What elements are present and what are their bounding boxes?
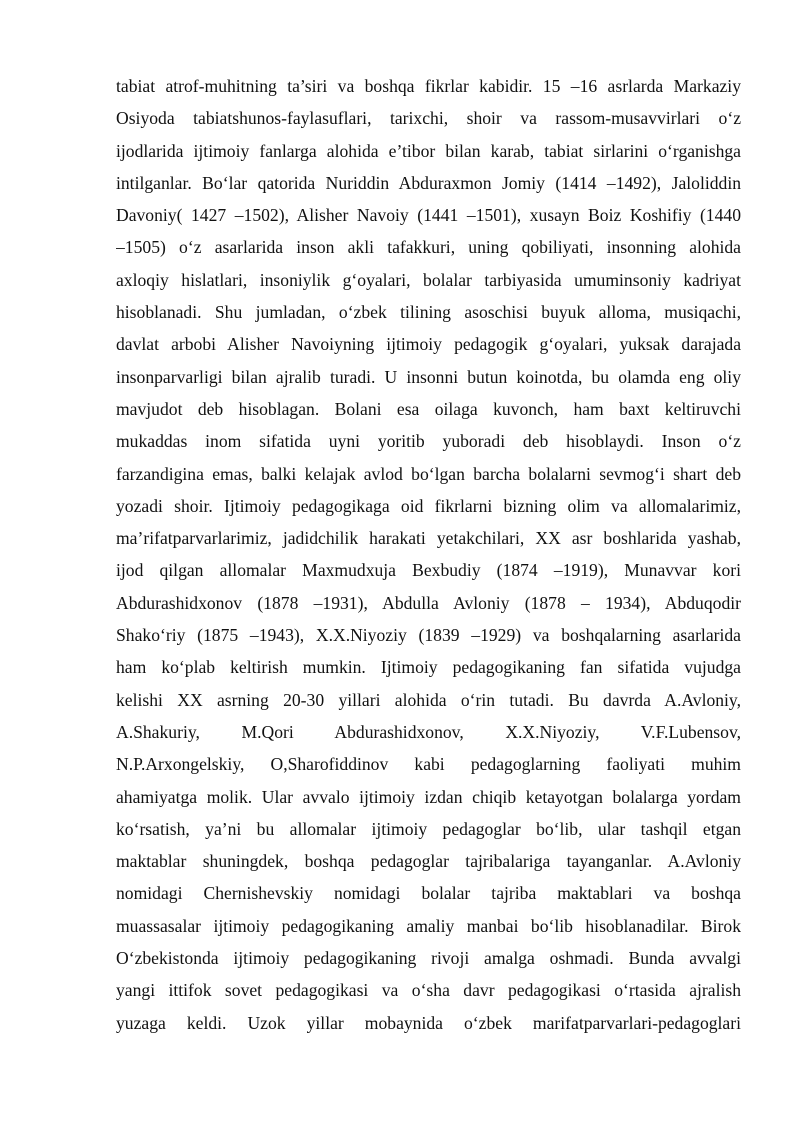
body-text bbox=[116, 70, 741, 1039]
text-line: N.P.Arxongelskiy, O,Sharofiddinov kabi pedagoglarning faoliyati muhim bbox=[116, 754, 741, 775]
text-line: ko‘rsatish, ya’ni bu allomalar ijtimoiy pedagoglar bo‘lib, ular tashqil etgan bbox=[116, 818, 741, 839]
text-line: axloqiy hislatlari, insoniylik g‘oyalari, bolalar tarbiyasida umuminsoniy kadriyat bbox=[116, 269, 741, 290]
text-line: tabiat atrof-muhitning ta’siri va boshqa fikrlar kabidir. 15 –16 asrlarda Markaziy bbox=[116, 76, 741, 96]
text-line: nomidagi Chernishevskiy nomidagi bolalar tajriba maktablari va boshqa bbox=[116, 883, 741, 904]
text-line: muassasalar ijtimoiy pedagogikaning amaliy manbai bo‘lib hisoblanadilar. Birok bbox=[116, 915, 741, 936]
text-line: ijod qilgan allomalar Maxmudxuja Bexbudiy (1874 –1919), Munavvar kori bbox=[116, 560, 741, 581]
text-line: Shako‘riy (1875 –1943), X.X.Niyoziy (1839 –1929) va boshqalarning asarlarida bbox=[116, 625, 741, 646]
text-line: ijodlarida ijtimoiy fanlarga alohida e’tibor bilan karab, tabiat sirlarini o‘rganishga bbox=[116, 140, 741, 161]
text-line: Davoniy( 1427 –1502), Alisher Navoiy (1441 –1501), xusayn Boiz Koshifiy (1440 bbox=[116, 205, 741, 226]
text-line: intilganlar. Bo‘lar qatorida Nuriddin Abduraxmon Jomiy (1414 –1492), Jaloliddin bbox=[116, 172, 741, 193]
text-line: ma’rifatparvarlarimiz, jadidchilik harakati yetakchilari, XX asr boshlarida yashab, bbox=[116, 528, 741, 549]
text-line: Abdurashidxonov (1878 –1931), Abdulla Avloniy (1878 – 1934), Abduqodir bbox=[116, 592, 741, 613]
text-line: mukaddas inom sifatida uyni yoritib yuboradi deb hisoblaydi. Inson o‘z bbox=[116, 431, 741, 452]
text-line: A.Shakuriy, M.Qori Abdurashidxonov, X.X.Niyoziy, V.F.Lubensov, bbox=[116, 721, 741, 742]
text-line: maktablar shuningdek, boshqa pedagoglar tajribalariga tayanganlar. A.Avloniy bbox=[116, 851, 741, 872]
text-line: yozadi shoir. Ijtimoiy pedagogikaga oid fikrlarni bizning olim va allomalarimiz, bbox=[116, 495, 741, 516]
text-line: hisoblanadi. Shu jumladan, o‘zbek tilining asoschisi buyuk alloma, musiqachi, bbox=[116, 302, 741, 323]
text-line: farzandigina emas, balki kelajak avlod bo‘lgan barcha bolalarni sevmog‘i shart deb bbox=[116, 463, 741, 484]
text-line: ahamiyatga molik. Ular avvalo ijtimoiy izdan chiqib ketayotgan bolalarga yordam bbox=[116, 786, 741, 807]
text-line: insonparvarligi bilan ajralib turadi. U insonni butun koinotda, bu olamda eng oliy bbox=[116, 366, 741, 387]
text-line: kelishi XX asrning 20-30 yillari alohida o‘rin tutadi. Bu davrda A.Avloniy, bbox=[116, 689, 741, 710]
text-line: O‘zbekistonda ijtimoiy pedagogikaning rivoji amalga oshmadi. Bunda avvalgi bbox=[116, 948, 741, 969]
text-line: –1505) o‘z asarlarida inson akli tafakkuri, uning qobiliyati, insonning alohida bbox=[116, 237, 741, 258]
text-line: ham ko‘plab keltirish mumkin. Ijtimoiy pedagogikaning fan sifatida vujudga bbox=[116, 657, 741, 678]
text-line: yangi ittifok sovet pedagogikasi va o‘sha davr pedagogikasi o‘rtasida ajralish bbox=[116, 980, 741, 1001]
text-line: Osiyoda tabiatshunos-faylasuflari, tarixchi, shoir va rassom-musavvirlari o‘z bbox=[116, 108, 741, 129]
text-line: davlat arbobi Alisher Navoiyning ijtimoiy pedagogik g‘oyalari, yuksak darajada bbox=[116, 334, 741, 355]
text-line: mavjudot deb hisoblagan. Bolani esa oilaga kuvonch, ham baxt keltiruvchi bbox=[116, 398, 741, 419]
text-line: yuzaga keldi. Uzok yillar mobaynida o‘zbek marifatparvarlari-pedagoglari bbox=[116, 1012, 741, 1033]
